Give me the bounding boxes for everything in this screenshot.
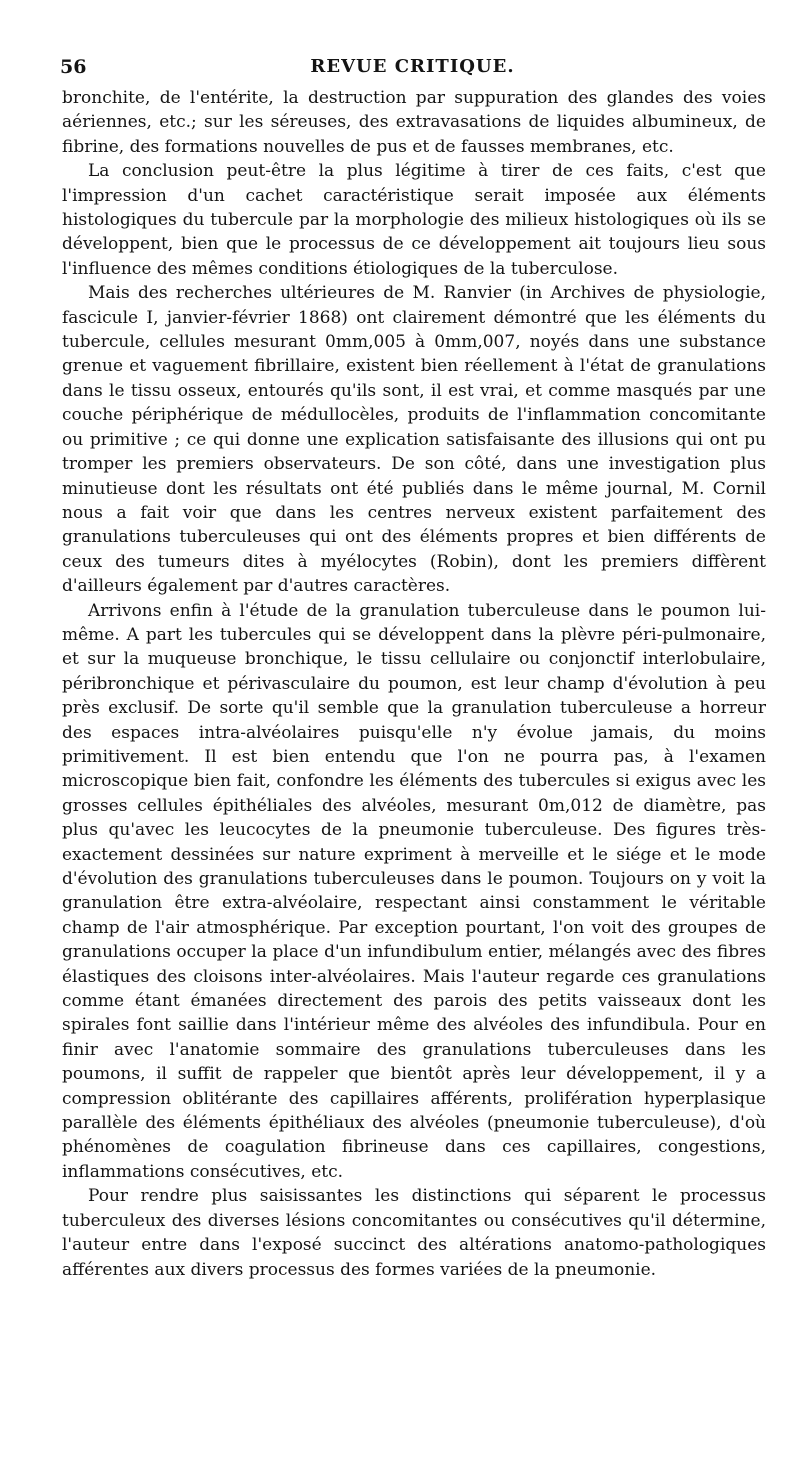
paragraph: Pour rendre plus saisissantes les distinctions qui séparent le processus tuberculeux des diverses lésions concomitantes ou consécutives qu'il détermine, l'auteur entre dans l'exposé succinct des altérations anatomo-pathologiques afférentes aux divers processus des formes variées de la pneumonie. xyxy=(62,1186,766,1280)
paragraph: Mais des recherches ultérieures de M. Ranvier (in Archives de physiologie, fascicule I, janvier-février 1868) ont clairement démontré que les éléments du tubercule, cellules mesurant 0mm,005 à 0mm,007, noyés dans une substance grenue et vaguement fibrillaire, existent bien réellement à l'état de granulations dans le tissu osseux, entourés qu'ils sont, il est vrai, et comme masqués par une couche périphérique de médullocèles, produits de l'inflammation concomitante ou primitive ; ce qui donne une explication satisfaisante des illusions qui ont pu tromper les premiers observateurs. De son côté, dans une investigation plus minutieuse dont les résultats ont été publiés dans le même journal, M. Cornil nous a fait voir que dans les centres nerveux existent parfaitement des granulations tuberculeuses qui ont des éléments propres et bien différents de ceux des tumeurs dites à myélocytes (Robin), dont les premiers diffèrent d'ailleurs également par d'autres caractères. xyxy=(62,283,766,597)
paragraph: La conclusion peut-être la plus légitime à tirer de ces faits, c'est que l'impression d'un cachet caractéristique serait imposée aux éléments histologiques du tubercule par la morphologie des milieux histologiques où ils se développent, bien que le processus de ce développement ait toujours lieu sous l'influence des mêmes conditions étiologiques de la tuberculose. xyxy=(62,161,766,279)
page-header xyxy=(60,56,765,82)
running-title: REVUE CRITIQUE. xyxy=(310,56,515,77)
paragraph: bronchite, de l'entérite, la destruction par suppuration des glandes des voies aériennes, etc.; sur les séreuses, des extravasations de liquides albumineux, de fibrine, des formations nouvelles de pus et de fausses membranes, etc. xyxy=(62,88,766,157)
paragraph: Arrivons enfin à l'étude de la granulation tuberculeuse dans le poumon lui-même. A part les tubercules qui se développent dans la plèvre péri-pulmonaire, et sur la muqueuse bronchique, le tissu cellulaire ou conjonctif interlobulaire, péribronchique et périvasculaire du poumon, est leur champ d'évolution à peu près exclusif. De sorte qu'il semble que la granulation tuberculeuse a horreur des espaces intra-alvéolaires puisqu'elle n'y évolue jamais, du moins primitivement. Il est bien entendu que l'on ne pourra pas, à l'examen microscopique bien fait, confondre les éléments des tubercules si exigus avec les grosses cellules épithéliales des alvéoles, mesurant 0m,012 de diamètre, pas plus qu'avec les leucocytes de la pneumonie tuberculeuse. Des figures très-exactement dessinées sur nature expriment à merveille et le siége et le mode d'évolution des granulations tuberculeuses dans le poumon. Toujours on y voit la granulation être extra-alvéolaire, respectant ainsi constamment le véritable champ de l'air atmosphérique. Par exception pourtant, l'on voit des groupes de granulations occuper la place d'un infundibulum entier, mélangés avec des fibres élastiques des cloisons inter-alvéolaires. Mais l'auteur regarde ces granulations comme étant émanées directement des parois des petits vaisseaux dont les spirales font saillie dans l'intérieur même des alvéoles des infundibula. Pour en finir avec l'anatomie sommaire des granulations tuberculeuses dans les poumons, il suffit de rappeler que bientôt après leur développement, il y a compression oblitérante des capillaires afférents, prolifération hyperplasique parallèle des éléments épithéliaux des alvéoles (pneumonie tuberculeuse), d'où phénomènes de coagulation fibrineuse dans ces capillaires, congestions, inflammations consécutives, etc. xyxy=(62,600,766,1182)
body-text xyxy=(62,86,766,1282)
page-number: 56 xyxy=(60,56,87,78)
